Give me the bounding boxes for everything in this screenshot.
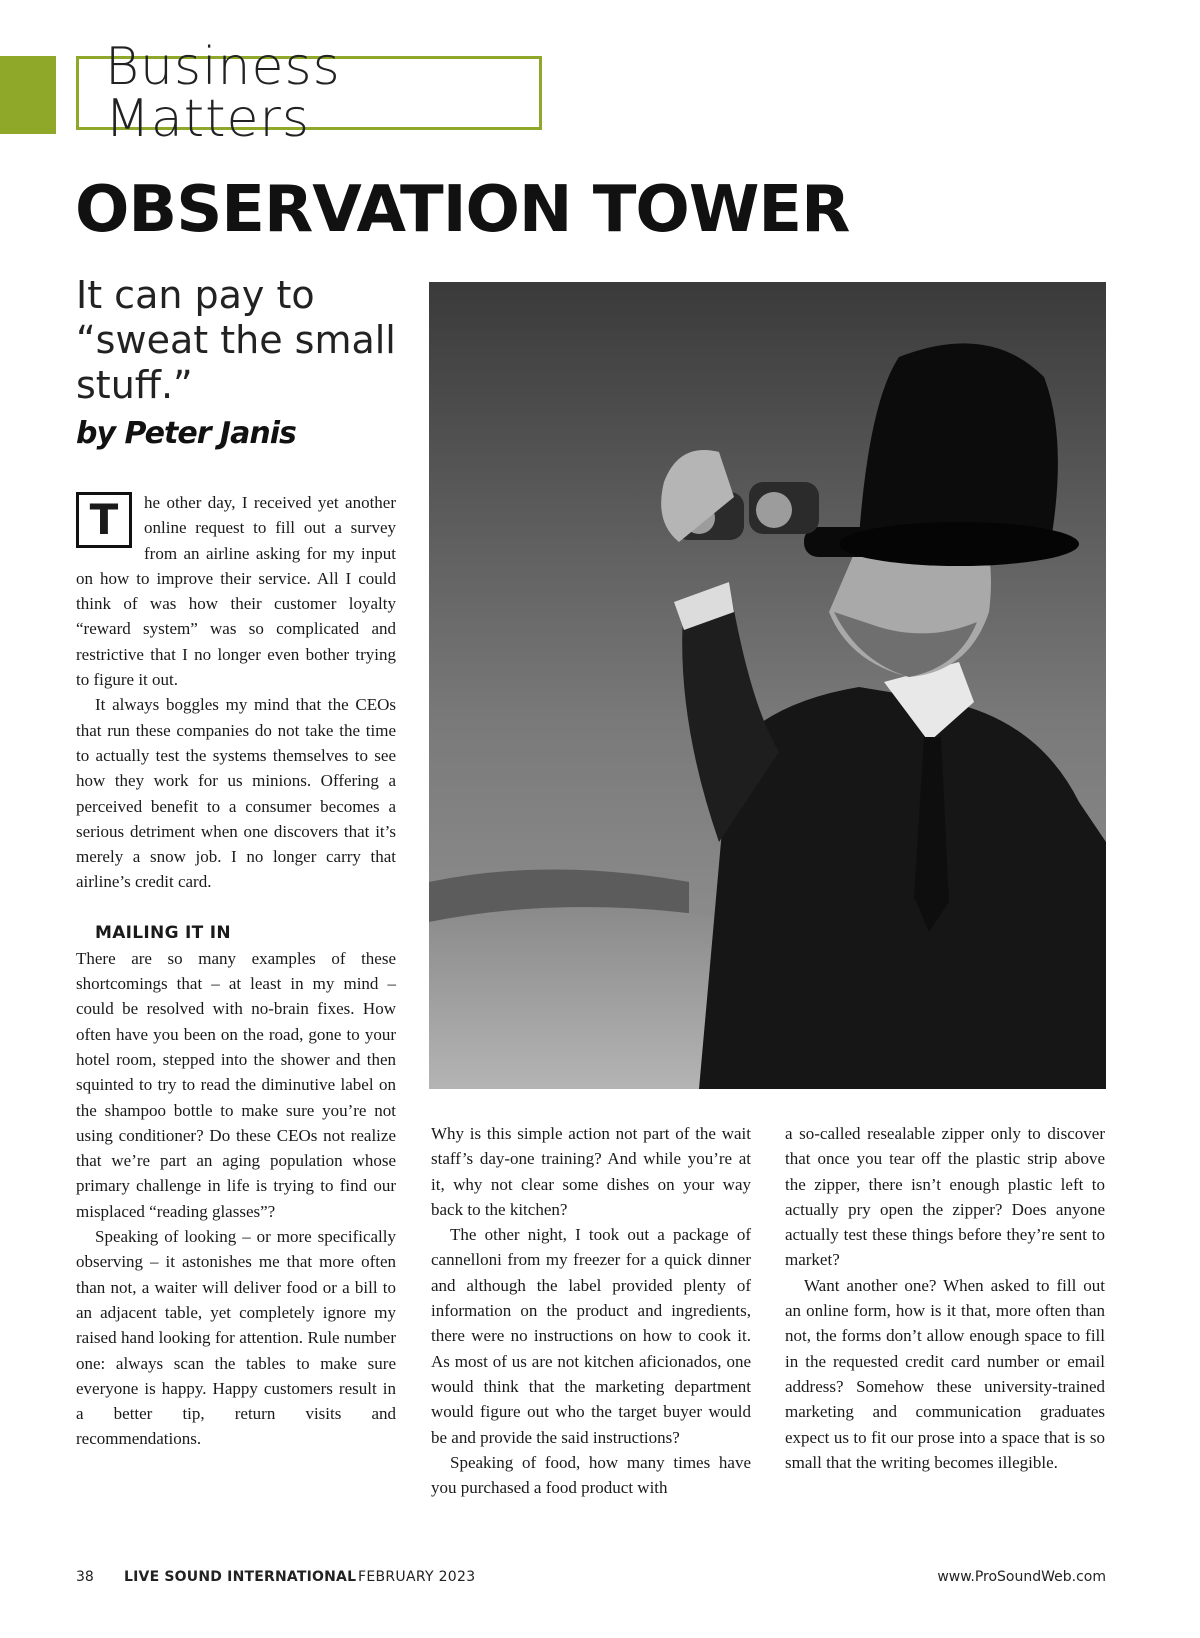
paragraph: a so-called resealable zipper only to discover that once you tear off the plastic strip above the zipper, there isn’t enough plastic left to actually pry open the zipper? Does anyone actually test these things before they’re sent to market? — [785, 1124, 1105, 1270]
page-number: 38 — [76, 1569, 94, 1585]
column-2 — [431, 1121, 751, 1500]
article-photo — [429, 282, 1106, 1089]
paragraph: Why is this simple action not part of the wait staff’s day-one training? And while you’re at it, why not clear some dishes on your way back to the kitchen? — [431, 1124, 751, 1219]
section-label-box — [76, 37, 542, 149]
drop-cap: T — [76, 492, 132, 548]
section-label: Business Matters — [105, 37, 341, 149]
paragraph: Speaking of food, how many times have you purchased a food product with — [431, 1452, 751, 1498]
website-link[interactable]: www.ProSoundWeb.com — [937, 1569, 1106, 1585]
paragraph: T he other day, I received yet another online request to fill out a survey from an airline asking for my input on how to improve their service. All I could think of was how their customer loyalty “reward system” was so complicated and restrictive that I no longer even bother trying to figure it out. — [76, 493, 396, 690]
article-byline: by Peter Janis — [76, 416, 296, 451]
subhead-mailing-it-in: MAILING IT IN — [95, 922, 231, 943]
issue-date: FEBRUARY 2023 — [358, 1569, 476, 1585]
paragraph: Speaking of looking – or more specifically observing – it astonishes me that more often than not, a waiter will deliver food or a bill to an adjacent table, yet completely ignore my raised hand looking for attention. Rule number one: always scan the tables to make sure everyone is happy. Happy customers result in a better tip, return visits and recommendations. — [76, 1227, 396, 1449]
article-headline: OBSERVATION TOWER — [75, 173, 850, 247]
paragraph: Want another one? When asked to fill out an online form, how is it that, more often than not, the forms don’t allow enough space to fill in the requested credit card number or email address? Somehow these university-trained marketing and communication graduates expect us to fit our prose into a space that is so small that the writing becomes illegible. — [785, 1275, 1105, 1472]
column-3 — [785, 1121, 1105, 1475]
paragraph: It always boggles my mind that the CEOs that run these companies do not take the time to actually test the systems themselves to see how they work for us minions. Offering a perceived benefit to a consumer becomes a serious detriment when one discovers that it’s merely a snow job. I no longer carry that airline’s credit card. — [76, 695, 396, 892]
article-deck: It can pay to “sweat the small stuff.” — [76, 273, 396, 407]
column-1 — [76, 490, 396, 1452]
section-color-tab — [0, 56, 56, 134]
magazine-name: LIVE SOUND INTERNATIONAL — [124, 1569, 357, 1585]
paragraph: There are so many examples of these shortcomings that – at least in my mind – could be resolved with no-brain fixes. How often have you been on the road, gone to your hotel room, stepped into the shower and then squinted to try to read the diminutive label on the shampoo bottle to make sure you’re not using conditioner? Do these CEOs not realize that we’re part an aging population whose primary challenge in life is trying to find our misplaced “reading glasses”? — [76, 948, 396, 1221]
paragraph: The other night, I took out a package of cannelloni from my freezer for a quick dinner and although the label provided plenty of information on the product and ingredients, there were no instructions on how to cook it. As most of us are not kitchen aficionados, one would think that the marketing department would figure out who the target buyer would be and provide the said instructions? — [431, 1225, 751, 1447]
